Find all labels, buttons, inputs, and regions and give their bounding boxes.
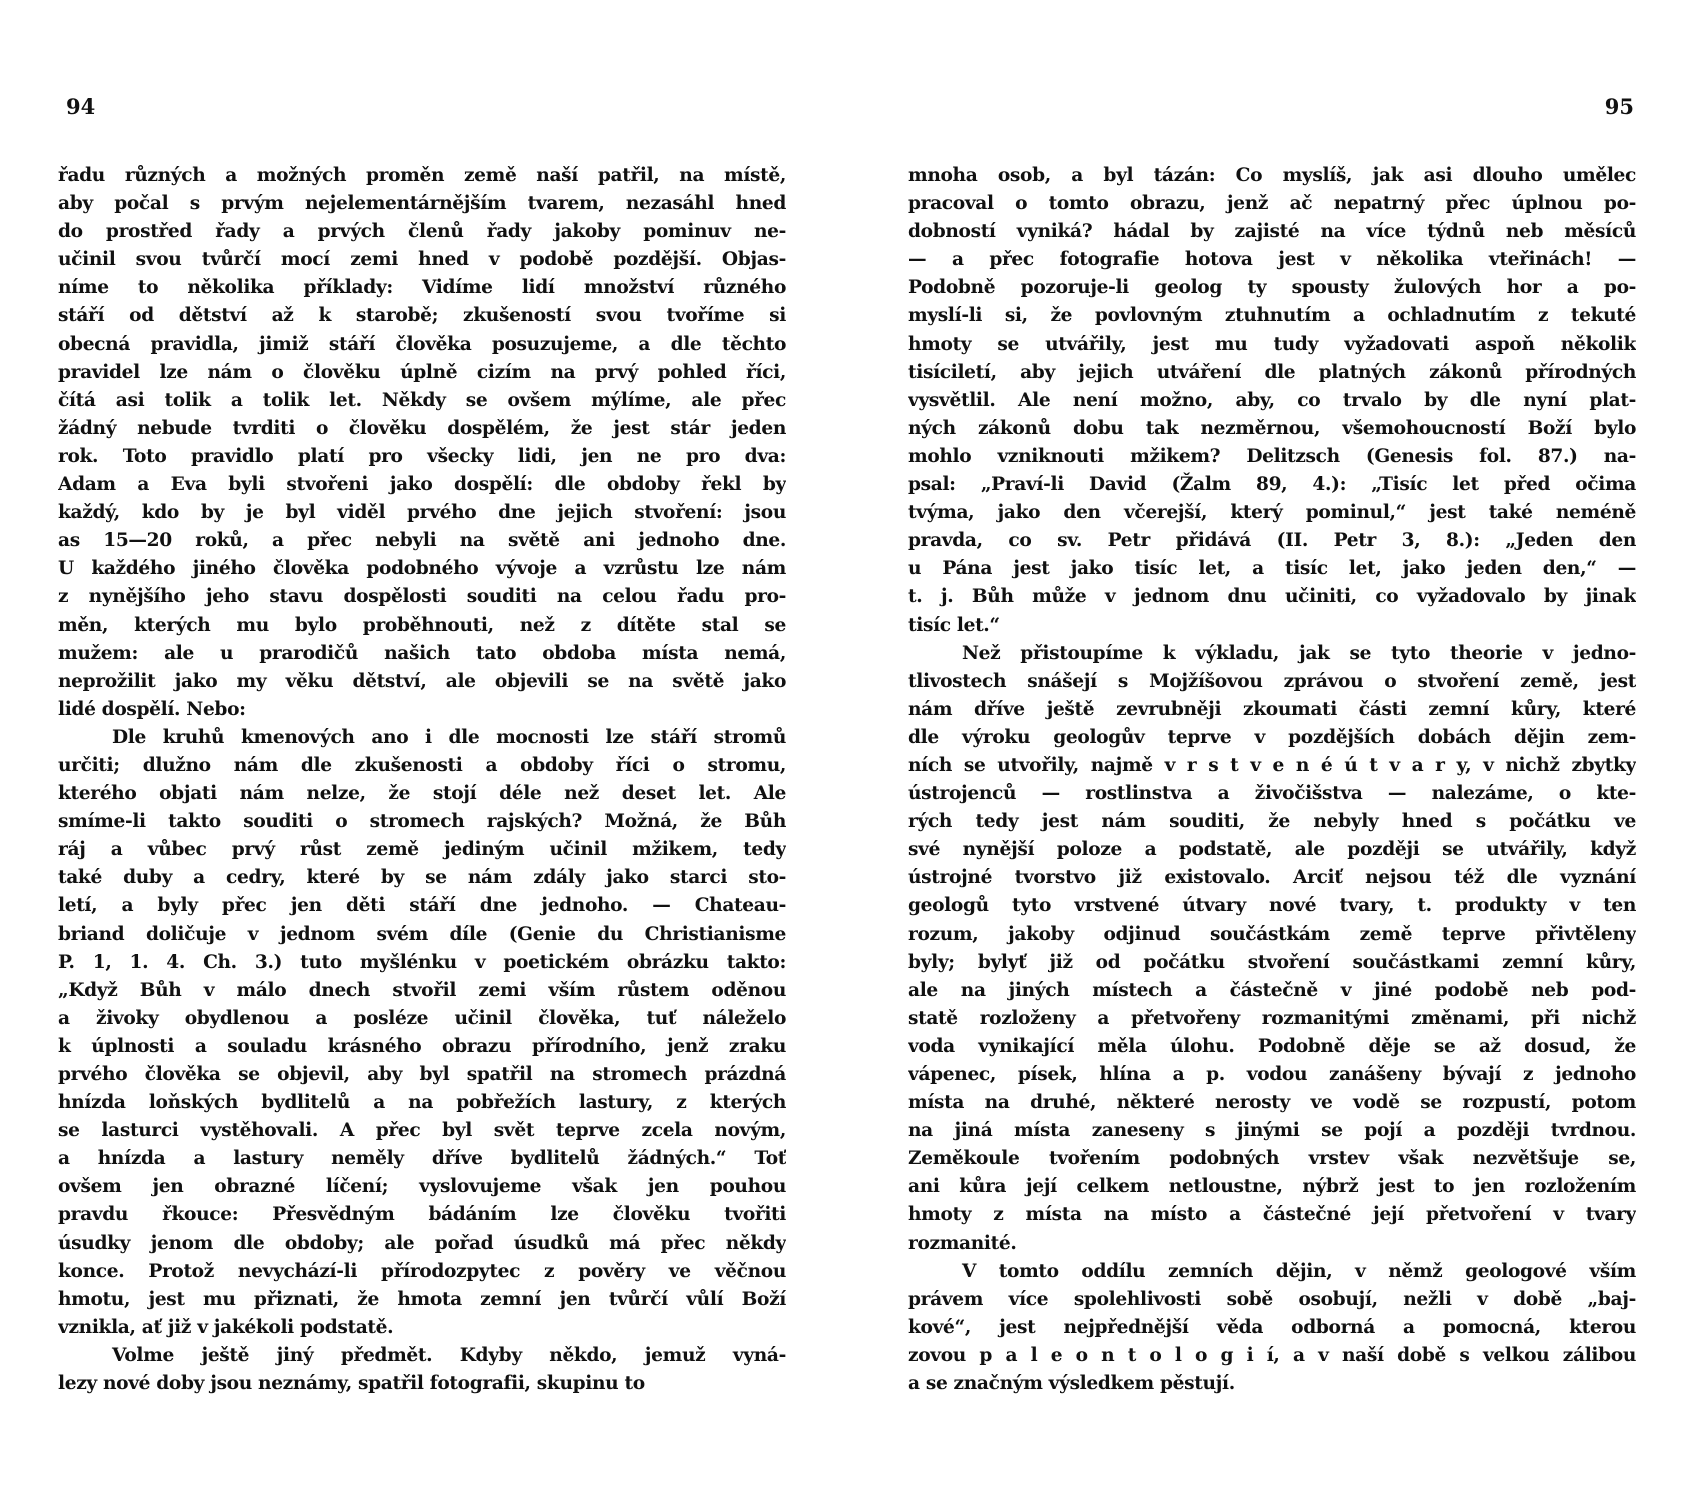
text-line: byly; bylyť již od počátku stvoření součástkami zemní kůry, [908, 951, 1636, 973]
text-line: a se značným výsledkem pěstují. [908, 1373, 1235, 1395]
text-line: své nynější poloze a podstatě, ale později se utvářily, když [908, 839, 1636, 861]
text-line: Adam a Eva byli stvořeni jako dospělí: dle obdoby řekl by [58, 474, 786, 496]
text-line: místa na druhé, některé nerosty ve vodě se rozpustí, potom [908, 1092, 1636, 1114]
text-line: vznikla, ať již v jakékoli podstatě. [58, 1316, 394, 1338]
text-line: briand doličuje v jednom svém díle (Genie du Christianisme [58, 923, 786, 945]
text-line: ústrojenců — rostlinstva a živočišstva — nalezáme, o kte- [908, 783, 1636, 805]
text-line: mnoha osob, a byl tázán: Co myslíš, jak asi dlouho umělec [908, 165, 1636, 186]
text-line: kterého objati nám nelze, že stojí déle než deset let. Ale [58, 783, 786, 805]
text-line: mohlo vzniknouti mžikem? Delitzsch (Genesis fol. 87.) na- [908, 445, 1636, 467]
text-line: ných zákonů dobu tak nezměrnou, všemohoucností Boží bylo [908, 417, 1636, 439]
text-line: řadu různých a možných proměn země naší patřil, na místě, [58, 165, 786, 186]
text-line: tisíc let.“ [908, 614, 1000, 636]
text-line: lezy nové doby jsou neznámy, spatřil fotografii, skupinu to [58, 1373, 645, 1395]
text-line: učinil svou tvůrčí mocí zemi hned v podobě pozdější. Objas- [58, 249, 786, 271]
text-line: u Pána jest jako tisíc let, a tisíc let, jako jeden den,“ — [908, 558, 1636, 580]
text-line: Než přistoupíme k výkladu, jak se tyto theorie v jedno- [962, 642, 1636, 664]
text-line: rok. Toto pravidlo platí pro všecky lidi, jen ne pro dva: [58, 445, 786, 467]
text-line: pravidel lze nám o člověku úplně cizím na prvý pohled říci, [58, 361, 786, 383]
text-line: letí, a byly přec jen děti stáří dne jednoho. — Chateau- [58, 895, 786, 917]
text-line: „Když Bůh v málo dnech stvořil zemi vším růstem oděnou [58, 979, 786, 1001]
right-page [908, 0, 1636, 1500]
text-line: V tomto oddílu zemních dějin, v němž geologové vším [962, 1260, 1636, 1282]
text-line: tvýma, jako den včerejší, který pominul,“ jest také neméně [908, 502, 1636, 524]
text-line: zovou p a l e o n t o l o g i í, a v naší době s velkou zálibou [908, 1344, 1636, 1366]
text-line: myslí-li si, že povlovným ztuhnutím a ochladnutím z tekuté [908, 305, 1636, 327]
text-line: dle výroku geologův teprve v pozdějších dobách dějin zem- [908, 726, 1636, 748]
left-page [58, 0, 786, 1500]
text-line: také duby a cedry, které by se nám zdály jako starci sto- [58, 867, 786, 889]
text-line: dobností vyniká? hádal by zajisté na více týdnů neb měsíců [908, 221, 1636, 243]
text-line: a živoky obydlenou a posléze učinil člověka, tuť náleželo [58, 1007, 786, 1029]
text-line: rozmanité. [908, 1232, 1017, 1254]
text-line: — a přec fotografie hotova jest v několika vteřinách! — [908, 249, 1636, 271]
text-line: mužem: ale u prarodičů našich tato obdoba místa nemá, [58, 642, 786, 664]
text-line: smíme-li takto souditi o stromech rajských? Možná, že Bůh [58, 811, 786, 833]
text-line: úsudky jenom dle obdoby; ale pořad úsudků má přec někdy [58, 1232, 786, 1254]
text-line: k úplnosti a souladu krásného obrazu přírodního, jenž zraku [58, 1035, 786, 1057]
text-line: rých tedy jest nám souditi, že nebyly hned s počátku ve [908, 811, 1636, 833]
text-line: se lasturci vystěhovali. A přec byl svět teprve zcela novým, [58, 1120, 786, 1142]
text-line: žádný nebude tvrditi o člověku dospělém, že jest stár jeden [58, 417, 786, 439]
text-line: geologů tyto vrstvené útvary nové tvary, t. produkty v ten [908, 895, 1636, 917]
text-line: Dle kruhů kmenových ano i dle mocnosti lze stáří stromů [112, 726, 786, 748]
text-line: neprožilit jako my věku dětství, ale objevili se na světě jako [58, 670, 786, 692]
text-line: U každého jiného člověka podobného vývoje a vzrůstu lze nám [58, 558, 786, 580]
text-line: ráj a vůbec prvý růst země jediným učinil mžikem, tedy [58, 839, 786, 861]
text-line: ústrojné tvorstvo již existovalo. Arciť nejsou též dle vyznání [908, 867, 1636, 889]
text-line: Volme ještě jiný předmět. Kdyby někdo, jemuž vyná- [112, 1344, 786, 1366]
text-line: P. 1, 1. 4. Ch. 3.) tuto myšlénku v poetickém obrázku takto: [58, 951, 786, 973]
text-line: měn, kterých mu bylo proběhnouti, než z dítěte stal se [58, 614, 786, 636]
text-line: rozum, jakoby odjinud součástkám země teprve přivtěleny [908, 923, 1636, 945]
text-line: aby počal s prvým nejelementárnějším tvarem, nezasáhl hned [58, 193, 786, 215]
text-line: psal: „Praví-li David (Žalm 89, 4.): „Tisíc let před očima [908, 474, 1636, 496]
text-line: tlivostech snášejí s Mojžíšovou zprávou o stvoření země, jest [908, 670, 1636, 692]
text-line: ních se utvořily, najmě v r s t v e n é ú t v a r y, v nichž zbytky [908, 754, 1636, 776]
page-text [908, 162, 1636, 1398]
text-line: a hnízda a lastury neměly dříve bydlitelů žádných.“ Toť [58, 1148, 786, 1170]
text-line: do prostřed řady a prvých členů řady jakoby pominuv ne- [58, 221, 786, 243]
text-line: hmotu, jest mu přiznati, že hmota zemní jen tvůrčí vůlí Boží [58, 1288, 786, 1310]
text-line: čítá asi tolik a tolik let. Někdy se ovšem mýlíme, ale přec [58, 389, 786, 411]
text-line: hmoty se utvářily, jest mu tudy vyžadovati aspoň několik [908, 333, 1636, 355]
text-line: pracoval o tomto obrazu, jenž ač nepatrný přec úplnou po- [908, 193, 1636, 215]
text-line: lidé dospělí. Nebo: [58, 698, 246, 720]
text-line: t. j. Bůh může v jednom dnu učiniti, co vyžadovalo by jinak [908, 586, 1636, 608]
text-line: pravdu řkouce: Přesvědným bádáním lze člověku tvořiti [58, 1204, 786, 1226]
text-line: voda vynikající měla úlohu. Podobně děje se až dosud, že [908, 1035, 1636, 1057]
text-line: as 15—20 roků, a přec nebyli na světě ani jednoho dne. [58, 530, 786, 552]
text-line: hmoty z místa na místo a částečné její přetvoření v tvary [908, 1204, 1636, 1226]
text-line: níme to několika příklady: Vidíme lidí množství různého [58, 277, 786, 299]
text-line: prvého člověka se objevil, aby byl spatřil na stromech prázdná [58, 1064, 786, 1085]
text-line: obecná pravidla, jimiž stáří člověka posuzujeme, a dle těchto [58, 333, 786, 355]
text-line: hnízda loňských bydlitelů a na pobřežích lastury, z kterých [58, 1092, 786, 1114]
text-line: každý, kdo by je byl viděl prvého dne jejich stvoření: jsou [58, 502, 786, 524]
text-line: stáří od dětství až k starobě; zkušeností svou tvoříme si [58, 305, 786, 327]
text-line: vysvětlil. Ale není možno, aby, co trvalo by dle nyní plat- [908, 389, 1636, 411]
text-line: statě rozloženy a přetvořeny rozmanitými změnami, při nichž [908, 1007, 1636, 1029]
text-line: nám dříve ještě zevrubněji zkoumati části zemní kůry, které [908, 698, 1636, 720]
text-line: Zeměkoule tvořením podobných vrstev však nezvětšuje se, [908, 1148, 1636, 1170]
page-text [58, 162, 786, 1398]
text-line: určiti; dlužno nám dle zkušenosti a obdoby říci o stromu, [58, 754, 786, 776]
text-line: ovšem jen obrazné líčení; vyslovujeme však jen pouhou [58, 1176, 786, 1198]
text-line: právem více spolehlivosti sobě osobují, nežli v době „baj- [908, 1288, 1636, 1310]
text-line: ale na jiných místech a částečně v jiné podobě neb pod- [908, 979, 1636, 1001]
page-number: 94 [66, 94, 96, 119]
text-line: tisíciletí, aby jejich utváření dle platných zákonů přírodných [908, 361, 1636, 383]
text-line: na jiná místa zaneseny s jinými se pojí a později tvrdnou. [908, 1120, 1636, 1142]
text-line: pravda, co sv. Petr přidává (II. Petr 3, 8.): „Jeden den [908, 530, 1636, 552]
text-line: ani kůra její celkem netloustne, nýbrž jest to jen rozložením [908, 1176, 1636, 1198]
page-number: 95 [1604, 94, 1634, 119]
text-line: kové“, jest nejpřednější věda odborná a pomocná, kterou [908, 1316, 1636, 1338]
text-line: Podobně pozoruje-li geolog ty spousty žulových hor a po- [908, 277, 1636, 299]
text-line: konce. Protož nevychází-li přírodozpytec z pověry ve věčnou [58, 1260, 786, 1282]
text-line: z nynějšího jeho stavu dospělosti souditi na celou řadu pro- [58, 586, 786, 608]
text-line: vápenec, písek, hlína a p. vodou zanášeny bývají z jednoho [908, 1064, 1636, 1085]
